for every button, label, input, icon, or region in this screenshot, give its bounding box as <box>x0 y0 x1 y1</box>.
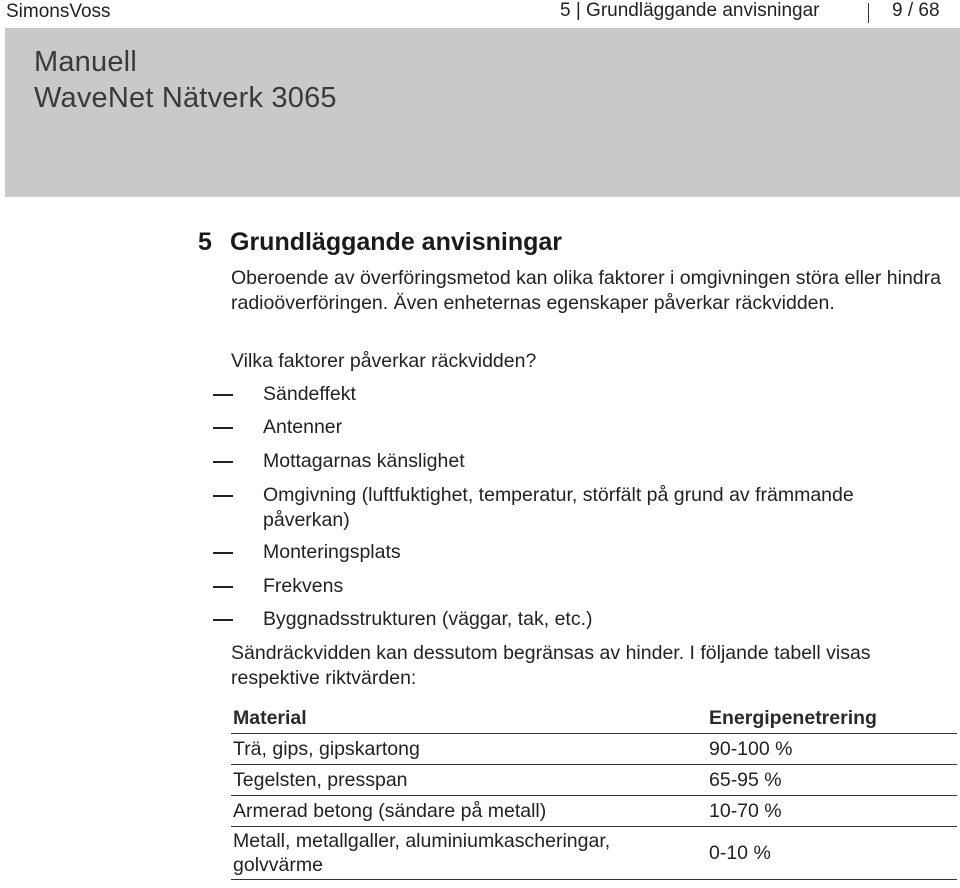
note-paragraph: Sändräckvidden kan dessutom begränsas av hinder. I följande tabell visas respektive riktvärden: <box>231 642 871 689</box>
dash-bullet <box>213 394 233 396</box>
section-heading <box>198 228 562 257</box>
penetration-cell: 10-70 % <box>707 796 957 827</box>
material-cell: Tegelsten, presspan <box>231 765 707 796</box>
question-paragraph: Vilka faktorer påverkar räckvidden? <box>231 350 537 372</box>
table-row <box>231 827 957 880</box>
dash-bullet <box>213 461 233 463</box>
manual-title-line2: WaveNet Nätverk 3065 <box>34 82 337 114</box>
intro-paragraph: Oberoende av överföringsmetod kan olika faktorer i omgivningen störa eller hindra radioöverföringen. Även enheternas egenskaper påverkar räckvidden. <box>231 267 941 314</box>
dash-bullet <box>213 495 233 497</box>
page-number: 9 / 68 <box>892 0 940 21</box>
material-cell: Armerad betong (sändare på metall) <box>231 796 707 827</box>
table-header-row <box>231 703 957 734</box>
manual-title <box>34 44 337 116</box>
column-header-penetration: Energipenetrering <box>707 703 957 734</box>
material-table <box>231 703 957 880</box>
material-cell: Metall, metallgaller, aluminiumkascheringar, golvvärme <box>231 827 707 880</box>
material-cell: Trä, gips, gipskartong <box>231 734 707 765</box>
section-number: 5 <box>198 228 212 256</box>
table-row <box>231 765 957 796</box>
manual-title-line1: Manuell <box>34 46 137 78</box>
header-divider <box>868 3 869 23</box>
dash-bullet <box>213 586 233 588</box>
chapter-reference: 5 | Grundläggande anvisningar <box>560 0 820 21</box>
page-header <box>0 0 960 26</box>
column-header-material: Material <box>231 703 707 734</box>
dash-bullet <box>213 552 233 554</box>
table-row <box>231 734 957 765</box>
dash-bullet <box>213 427 233 429</box>
dash-bullet <box>213 619 233 621</box>
penetration-cell: 0-10 % <box>707 827 957 880</box>
section-title: Grundläggande anvisningar <box>230 228 562 256</box>
table-row <box>231 796 957 827</box>
penetration-cell: 65-95 % <box>707 765 957 796</box>
penetration-cell: 90-100 % <box>707 734 957 765</box>
brand-name: SimonsVoss <box>6 1 111 22</box>
